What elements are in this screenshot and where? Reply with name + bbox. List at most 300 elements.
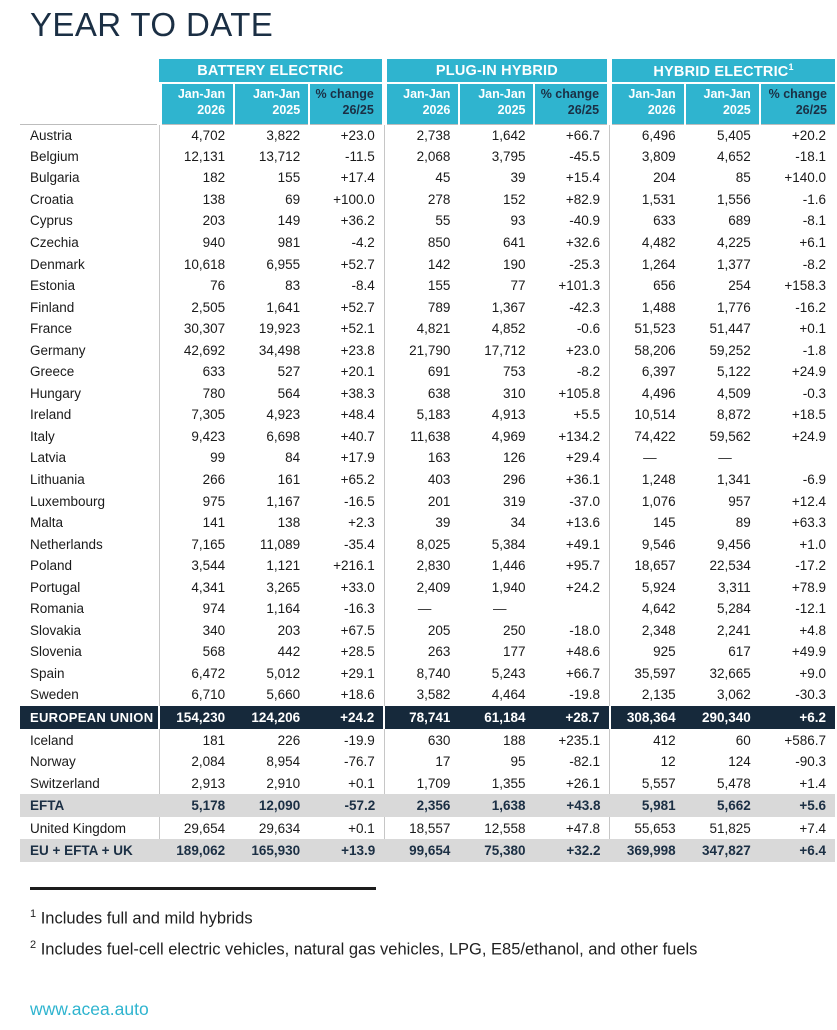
row-label: EU + EFTA + UK [20, 839, 159, 863]
value-cell: 4,821 [384, 318, 459, 340]
value-cell: 77 [510, 278, 526, 294]
value-cell: 1,940 [491, 579, 526, 595]
value-cell: +78.9 [791, 579, 826, 595]
sub-header-jan-jan-2025: Jan-Jan 2025 [234, 83, 309, 124]
value-cell: 981 [277, 235, 301, 250]
value-cell: +38.3 [340, 385, 375, 401]
row-label: Hungary [30, 385, 82, 401]
row-label: Cyprus [30, 213, 73, 229]
value-cell: 189,062 [159, 839, 234, 863]
value-cell: +26.1 [565, 775, 601, 791]
table-row-greece [20, 361, 835, 383]
value-cell: -8.4 [351, 278, 375, 294]
value-cell: +15.4 [565, 170, 601, 186]
value-cell: 641 [502, 235, 526, 250]
page-title: YEAR TO DATE [30, 6, 274, 43]
value-cell: 22,534 [709, 558, 751, 574]
table-row-france [20, 318, 835, 340]
value-cell: 2,505 [159, 296, 234, 318]
value-cell: -8.2 [576, 364, 601, 380]
value-cell: 4,225 [716, 235, 751, 250]
footnote-2-text: Includes fuel-cell electric vehicles, natural gas vehicles, LPG, E85/ethanol, and other fuels [40, 940, 698, 959]
value-cell: 155 [277, 170, 301, 186]
value-cell: 3,265 [266, 579, 301, 595]
value-cell: +36.2 [340, 213, 375, 229]
row-label: United Kingdom [30, 820, 127, 836]
value-cell: +0.1 [348, 820, 375, 836]
value-cell: 442 [277, 644, 301, 660]
value-cell: 638 [384, 383, 459, 405]
value-cell: 201 [384, 490, 459, 512]
value-cell: +28.7 [534, 706, 609, 730]
sub-header-jan-jan-2025: Jan-Jan 2025 [685, 83, 760, 124]
value-cell: 138 [277, 515, 301, 531]
value-cell: 4,509 [716, 385, 751, 401]
value-cell: +36.1 [565, 472, 601, 488]
value-cell: +140.0 [784, 170, 826, 186]
row-label: Estonia [30, 278, 76, 294]
value-cell: 308,364 [610, 706, 685, 730]
group-header-plug-in-hybrid: PLUG-IN HYBRID [384, 59, 609, 83]
row-label: EFTA [20, 794, 159, 818]
value-cell: 1,341 [716, 472, 751, 488]
row-label: EUROPEAN UNION [20, 706, 159, 730]
footnote-marker: 1 [788, 61, 794, 72]
value-cell: 17,712 [484, 342, 526, 358]
table-row-efta [20, 794, 835, 818]
value-cell: 1,446 [491, 558, 526, 574]
value-cell: 7,165 [159, 533, 234, 555]
value-cell: +29.4 [565, 450, 601, 466]
table-row-czechia [20, 232, 835, 254]
row-label: Portugal [30, 579, 81, 595]
value-cell: 2,068 [384, 146, 459, 168]
value-cell: +29.1 [340, 665, 375, 681]
value-cell: -19.9 [344, 732, 375, 748]
row-label: Romania [30, 601, 85, 617]
value-cell: 10,514 [610, 404, 685, 426]
value-cell: 1,638 [459, 794, 534, 818]
value-cell: 564 [277, 385, 301, 401]
value-cell: +13.9 [309, 839, 384, 863]
value-cell: 925 [610, 641, 685, 663]
value-cell: 633 [610, 210, 685, 232]
value-cell: +52.1 [340, 321, 375, 337]
value-cell: 7,305 [159, 404, 234, 426]
value-cell: 161 [277, 472, 301, 488]
value-cell: 5,122 [716, 364, 751, 380]
value-cell: 29,654 [159, 817, 234, 839]
value-cell: +105.8 [558, 385, 601, 401]
row-label: Poland [30, 558, 73, 574]
row-label: Sweden [30, 687, 79, 703]
value-cell: 290,340 [685, 706, 760, 730]
value-cell: -16.3 [344, 601, 375, 617]
value-cell: 181 [159, 729, 234, 751]
value-cell: 3,809 [610, 146, 685, 168]
value-cell: 4,341 [159, 576, 234, 598]
value-cell: 12 [610, 751, 685, 773]
value-cell: 1,776 [716, 299, 751, 315]
value-cell: 9,546 [610, 533, 685, 555]
value-cell: +0.1 [348, 775, 375, 791]
page [0, 6, 837, 1030]
value-cell: -11.5 [345, 148, 375, 164]
table-row-romania [20, 598, 835, 620]
row-label: Czechia [30, 235, 79, 250]
value-cell: 403 [384, 469, 459, 491]
value-cell: 124 [728, 754, 751, 770]
row-label: Ireland [30, 407, 72, 423]
row-label: Slovakia [30, 622, 82, 638]
value-cell: 60 [735, 732, 751, 748]
sub-header-jan-jan-2026: Jan-Jan 2026 [384, 83, 459, 124]
value-cell: -1.8 [802, 342, 826, 358]
value-cell: 940 [159, 232, 234, 254]
row-label: Bulgaria [30, 170, 80, 186]
value-cell: 1,488 [610, 296, 685, 318]
value-cell: +4.8 [799, 622, 826, 638]
value-cell: -37.0 [569, 493, 601, 509]
value-cell: 55,653 [610, 817, 685, 839]
value-cell: 5,478 [716, 775, 751, 791]
value-cell: — [718, 450, 732, 466]
value-cell: 1,355 [491, 775, 526, 791]
value-cell: 75,380 [459, 839, 534, 863]
value-cell: 340 [159, 620, 234, 642]
value-cell: 1,167 [266, 493, 301, 509]
sub-header-jan-jan-2026: Jan-Jan 2026 [159, 83, 234, 124]
footnote-1-text: Includes full and mild hybrids [40, 909, 253, 928]
value-cell: -30.3 [795, 687, 826, 703]
value-cell: +48.6 [565, 644, 601, 660]
value-cell: 99,654 [384, 839, 459, 863]
table-body [20, 124, 835, 862]
value-cell: 5,178 [159, 794, 234, 818]
value-cell: -8.2 [802, 256, 826, 272]
value-cell: 975 [159, 490, 234, 512]
group-header-hybrid-electric: HYBRID ELECTRIC$^1$ [610, 59, 835, 83]
value-cell: 4,464 [491, 687, 526, 703]
value-cell [534, 598, 609, 620]
row-label: Slovenia [30, 644, 82, 660]
value-cell: 18,657 [610, 555, 685, 577]
value-cell: 3,544 [159, 555, 234, 577]
value-cell: — [610, 447, 685, 469]
value-cell: 691 [384, 361, 459, 383]
table-row-slovakia [20, 620, 835, 642]
value-cell: 5,405 [685, 124, 760, 146]
value-cell: 4,642 [610, 598, 685, 620]
value-cell: 5,660 [266, 687, 301, 703]
value-cell: 8,872 [716, 407, 751, 423]
value-cell: 19,923 [258, 321, 301, 337]
table-row-bulgaria [20, 167, 835, 189]
value-cell: 8,954 [266, 754, 301, 770]
value-cell: 527 [277, 364, 301, 380]
value-cell: 12,558 [484, 820, 526, 836]
value-cell: +6.4 [760, 839, 835, 863]
value-cell: -42.3 [569, 299, 601, 315]
value-cell: +586.7 [784, 732, 826, 748]
value-cell: +17.9 [340, 450, 375, 466]
value-cell: 6,472 [159, 663, 234, 685]
value-cell: 18,557 [384, 817, 459, 839]
value-cell: 11,638 [384, 426, 459, 448]
value-cell: 34,498 [258, 342, 301, 358]
group-header-battery-electric: BATTERY ELECTRIC [159, 59, 384, 83]
row-label: Germany [30, 342, 86, 358]
value-cell: 633 [159, 361, 234, 383]
value-cell: 630 [384, 729, 459, 751]
value-cell: -0.6 [576, 321, 601, 337]
value-cell: 5,557 [610, 772, 685, 794]
value-cell: 263 [384, 641, 459, 663]
value-cell: 656 [610, 275, 685, 297]
value-cell: 59,562 [709, 428, 751, 444]
value-cell: +13.6 [565, 515, 601, 531]
value-cell: +82.9 [565, 191, 601, 207]
value-cell: 617 [728, 644, 751, 660]
value-cell: 55 [384, 210, 459, 232]
value-cell: -35.4 [344, 536, 375, 552]
value-cell: 93 [510, 213, 526, 229]
ytd-registrations-table [20, 59, 835, 862]
value-cell: 149 [277, 213, 301, 229]
value-cell: 11,089 [259, 536, 301, 552]
value-cell: 13,712 [258, 148, 301, 164]
value-cell: +24.2 [565, 579, 601, 595]
row-label: Latvia [30, 450, 67, 466]
value-cell: +65.2 [340, 472, 375, 488]
value-cell: 1,531 [610, 189, 685, 211]
value-cell: 1,248 [610, 469, 685, 491]
value-cell: -16.5 [344, 493, 375, 509]
value-cell: +33.0 [340, 579, 375, 595]
value-cell: 412 [610, 729, 685, 751]
value-cell: 4,482 [610, 232, 685, 254]
value-cell: 42,692 [159, 339, 234, 361]
table-row-latvia [20, 447, 835, 469]
value-cell: 4,852 [491, 321, 526, 337]
value-cell: 32,665 [709, 665, 751, 681]
value-cell: -45.5 [569, 148, 601, 164]
table-row-cyprus [20, 210, 835, 232]
value-cell: 6,710 [159, 684, 234, 706]
value-cell: +43.8 [534, 794, 609, 818]
value-cell: 85 [735, 170, 751, 186]
value-cell: +5.6 [760, 794, 835, 818]
table-row-estonia [20, 275, 835, 297]
value-cell: 5,183 [384, 404, 459, 426]
value-cell: +48.4 [340, 407, 375, 423]
row-label: Croatia [30, 191, 74, 207]
value-cell: -4.2 [351, 235, 375, 250]
row-label: Finland [30, 299, 75, 315]
value-cell: 278 [384, 189, 459, 211]
value-cell: 8,740 [384, 663, 459, 685]
table-row-eu-efta-uk [20, 839, 835, 863]
table-row-spain [20, 663, 835, 685]
row-label: Austria [20, 124, 159, 146]
value-cell: 1,556 [716, 191, 751, 207]
value-cell: — [384, 598, 459, 620]
value-cell: 250 [502, 622, 526, 638]
row-label: Belgium [30, 148, 79, 164]
table-row-luxembourg [20, 490, 835, 512]
value-cell: 2,241 [716, 622, 751, 638]
footnote-2-mark: 2 [30, 939, 37, 952]
value-cell: 152 [502, 191, 526, 207]
value-cell: 69 [285, 191, 301, 207]
value-cell: 1,164 [266, 601, 301, 617]
value-cell: 6,698 [266, 428, 301, 444]
value-cell: +67.5 [340, 622, 375, 638]
value-cell: 1,642 [459, 124, 534, 146]
value-cell: +24.9 [791, 364, 826, 380]
value-cell: 182 [159, 167, 234, 189]
value-cell: 126 [502, 450, 526, 466]
table-row-germany [20, 339, 835, 361]
value-cell: 850 [384, 232, 459, 254]
value-cell: 4,969 [491, 428, 526, 444]
value-cell: 165,930 [234, 839, 309, 863]
value-cell: +23.8 [340, 342, 375, 358]
value-cell: 154,230 [159, 706, 234, 730]
value-cell: 35,597 [610, 663, 685, 685]
value-cell: 145 [610, 512, 685, 534]
sub-header-change-26-25: % change 26/25 [534, 83, 609, 124]
value-cell: 4,913 [491, 407, 526, 423]
sub-header-jan-jan-2026: Jan-Jan 2026 [610, 83, 685, 124]
value-cell: 5,924 [610, 576, 685, 598]
value-cell: 974 [159, 598, 234, 620]
value-cell: 2,084 [159, 751, 234, 773]
value-cell: 177 [502, 644, 526, 660]
value-cell: 6,397 [610, 361, 685, 383]
value-cell: 99 [159, 447, 234, 469]
value-cell: 95 [510, 754, 526, 770]
table-row-lithuania [20, 469, 835, 491]
value-cell: 51,825 [709, 820, 751, 836]
table-row-iceland [20, 729, 835, 751]
value-cell: +100.0 [333, 191, 375, 207]
value-cell: 369,998 [610, 839, 685, 863]
value-cell: 4,496 [610, 383, 685, 405]
row-label: Luxembourg [30, 493, 106, 509]
value-cell: 10,618 [159, 253, 234, 275]
value-cell: 2,913 [159, 772, 234, 794]
value-cell: 3,062 [716, 687, 751, 703]
value-cell: +49.9 [791, 644, 826, 660]
value-cell: +2.3 [348, 515, 375, 531]
value-cell: +5.5 [573, 407, 601, 423]
value-cell: +20.1 [340, 364, 375, 380]
value-cell: 319 [502, 493, 526, 509]
value-cell: -82.1 [569, 754, 601, 770]
value-cell: 347,827 [685, 839, 760, 863]
value-cell: 310 [502, 385, 526, 401]
row-label: Lithuania [30, 472, 85, 488]
value-cell: 1,264 [610, 253, 685, 275]
value-cell: 203 [277, 622, 301, 638]
value-cell: +23.0 [309, 124, 384, 146]
sub-header-change-26-25: % change 26/25 [309, 83, 384, 124]
row-label: Switzerland [30, 775, 100, 791]
value-cell: 2,910 [266, 775, 301, 791]
value-cell: 780 [159, 383, 234, 405]
value-cell: 3,822 [234, 124, 309, 146]
value-cell: 266 [159, 469, 234, 491]
value-cell: 1,641 [266, 299, 301, 315]
value-cell: 74,422 [610, 426, 685, 448]
row-label: Denmark [30, 256, 85, 272]
value-cell: 138 [159, 189, 234, 211]
value-cell: +101.3 [558, 278, 601, 294]
sub-header-jan-jan-2025: Jan-Jan 2025 [459, 83, 534, 124]
value-cell: +66.7 [534, 124, 609, 146]
value-cell: +52.7 [340, 256, 375, 272]
footnote-divider [30, 887, 376, 890]
value-cell: 2,356 [384, 794, 459, 818]
acea-website-link[interactable]: www.acea.auto [30, 998, 149, 1019]
value-cell: 226 [277, 732, 301, 748]
value-cell: +18.6 [340, 687, 375, 703]
value-cell: 1,076 [610, 490, 685, 512]
table-row-slovenia [20, 641, 835, 663]
value-cell: 1,367 [491, 299, 526, 315]
value-cell: 61,184 [459, 706, 534, 730]
value-cell: -17.2 [795, 558, 826, 574]
value-cell: +6.2 [760, 706, 835, 730]
value-cell: +23.0 [565, 342, 601, 358]
value-cell: 9,456 [716, 536, 751, 552]
value-cell: 1,377 [716, 256, 751, 272]
value-cell: +134.2 [558, 428, 601, 444]
value-cell: 5,662 [685, 794, 760, 818]
table-row-norway [20, 751, 835, 773]
table-row-malta [20, 512, 835, 534]
value-cell: -18.1 [795, 148, 826, 164]
table-row-finland [20, 296, 835, 318]
value-cell: -40.9 [569, 213, 601, 229]
value-cell: +216.1 [333, 558, 375, 574]
footnote-1-mark: 1 [30, 907, 37, 920]
table-row-hungary [20, 383, 835, 405]
table-row-united-kingdom [20, 817, 835, 839]
row-label: Netherlands [30, 536, 103, 552]
value-cell: +1.0 [799, 536, 826, 552]
row-label: Iceland [30, 732, 74, 748]
row-label: France [30, 321, 73, 337]
value-cell: 3,311 [717, 579, 751, 595]
value-cell: 29,634 [258, 820, 301, 836]
value-cell: +0.1 [799, 321, 826, 337]
value-cell: +49.1 [565, 536, 601, 552]
group-header-row [20, 59, 835, 83]
value-cell: — [492, 601, 507, 617]
value-cell: +52.7 [340, 299, 375, 315]
value-cell: 163 [384, 447, 459, 469]
corner-blank-cell [20, 59, 159, 83]
value-cell: +9.0 [799, 665, 826, 681]
row-label: Norway [30, 754, 76, 770]
value-cell: 205 [384, 620, 459, 642]
value-cell: 76 [159, 275, 234, 297]
value-cell: 3,582 [384, 684, 459, 706]
value-cell: 296 [502, 472, 526, 488]
value-cell: 12,131 [159, 146, 234, 168]
